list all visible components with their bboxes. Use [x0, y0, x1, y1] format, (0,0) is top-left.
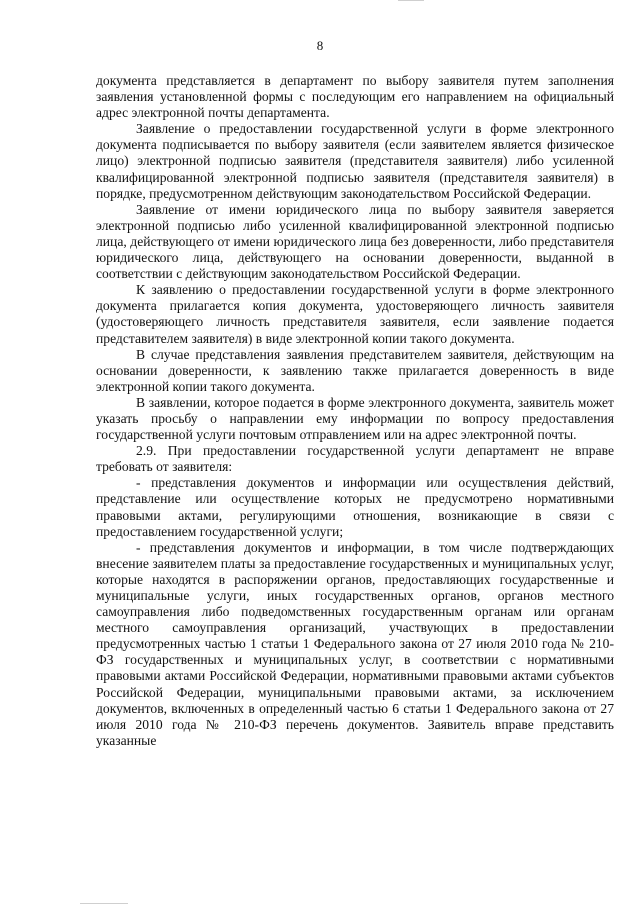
list-item-documents: - представления документов и информации, в том числе подтверждающих внесение заявителем платы за предоставление государственных и муниципальных услуг, которые находятся в распоряжении органов, предоставляющих государственные и муниципальные услуги, иных государственных органов, органов местного самоуправления либо подведомственных государственным органам или органам местного самоуправления организаций, участвующих в предоставлении предусмотренных частью 1 статьи 1 Федерального закона от 27 июля 2010 года № 210-ФЗ государственных и муниципальных услуг, в соответствии с нормативными правовыми актами Российской Федерации, нормативными правовыми актами субъектов Российской Федерации, муниципальными правовыми актами, за исключением документов, включенных в определенный частью 6 статьи 1 Федерального закона от 27 июля 2010 года № 210-ФЗ перечень документов. Заявитель вправе представить указанные — [96, 539, 614, 748]
paragraph-continuation: документа представляется в департамент по выбору заявителя путем заполнения заявления установленной формы с последующим его направлением на официальный адрес электронной почты департамента. — [96, 73, 614, 121]
page-number: 8 — [316, 38, 324, 53]
paragraph-power-of-attorney: В случае представления заявления представителем заявителя, действующим на основании доверенности, к заявлению также прилагается доверенность в виде электронной копии такого документа. — [96, 346, 614, 394]
document-body — [96, 73, 614, 749]
paragraph-reply-method: В заявлении, которое подается в форме электронного документа, заявитель может указать просьбу о направлении ему информации по вопросу предоставления государственной услуги почтовым отправлением или на адрес электронной почты. — [96, 394, 614, 443]
paragraph-identity-copy: К заявлению о предоставлении государственной услуги в форме электронного документа прилагается копия документа, удостоверяющего личность заявителя (удостоверяющего личность представителя заявителя, если заявление подается представителем заявителя) в виде электронной копии такого документа. — [96, 282, 614, 346]
paragraph-legal-entity: Заявление от имени юридического лица по выбору заявителя заверяется электронной подписью либо усиленной квалифицированной электронной подписью лица, действующего от имени юридического лица без доверенности, либо представителя юридического лица, действующего на основании доверенности, выданной в соответствии с действующим законодательством Российской Федерации. — [96, 201, 614, 282]
paragraph-electronic-signature: Заявление о предоставлении государственной услуги в форме электронного документа подписывается по выбору заявителя (если заявителем является физическое лицо) электронной подписью заявителя (представителя заявителя) либо усиленной квалифицированной электронной подписью заявителя (представителя заявителя) в порядке, предусмотренном действующим законодательством Российской Федерации. — [96, 121, 614, 201]
list-item-actions: - представления документов и информации или осуществления действий, представление или осуществление которых не предусмотрено нормативными правовыми актами, регулирующими отношения, возникающие в связи с предоставлением государственной услуги; — [96, 475, 614, 539]
scan-artifact-top — [398, 0, 424, 1]
paragraph-section-2-9: 2.9. При предоставлении государственной услуги департамент не вправе требовать от заявителя: — [96, 443, 614, 475]
scan-artifact-bottom — [80, 903, 128, 904]
